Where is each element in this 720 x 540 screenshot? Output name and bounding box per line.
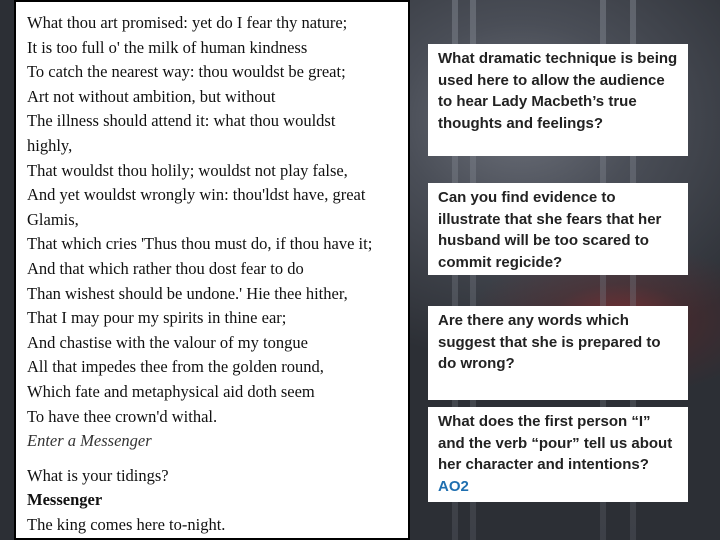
speech-line: All that impedes thee from the golden round,: [27, 357, 324, 377]
speech-line: Art not without ambition, but without: [27, 86, 276, 106]
question-text: Can you find evidence to illustrate that she fears that her husband will be too scared to commit regicide?: [438, 189, 662, 271]
speech-line: To catch the nearest way: thou wouldst be great;: [27, 62, 346, 82]
speech-line: highly,: [27, 135, 73, 155]
question-line: What is your tidings?: [27, 465, 169, 485]
question-box-first-person-pour: [428, 407, 688, 502]
speech-line: And yet wouldst wrongly win: thou'ldst have, great: [27, 185, 366, 205]
speech-line: It is too full o' the milk of human kindness: [27, 37, 308, 57]
question-text: What dramatic technique is being used here to allow the audience to hear Lady Macbeth’s true thoughts and feelings?: [438, 50, 678, 132]
speech-line: That I may pour my spirits in thine ear;: [27, 308, 287, 328]
speech-line: And that which rather thou dost fear to do: [27, 258, 304, 278]
speech-line: What thou art promised: yet do I fear thy nature;: [27, 13, 348, 32]
speech-line: To have thee crown'd withal.: [27, 406, 218, 426]
speech-line: That which cries 'Thus thou must do, if thou have it;: [27, 234, 373, 254]
speech-line: Glamis,: [27, 209, 79, 229]
speech-line: That wouldst thou holily; wouldst not play false,: [27, 160, 348, 180]
question-text: Are there any words which suggest that she is prepared to do wrong?: [438, 312, 661, 372]
question-box-prepared-to-do-wrong: [428, 306, 688, 400]
speech-line: The illness should attend it: what thou wouldst: [27, 111, 336, 131]
speech-line: Which fate and metaphysical aid doth seem: [27, 381, 315, 401]
speech-line: Than wishest should be undone.' Hie thee hither,: [27, 283, 348, 303]
speaker-name: Messenger: [27, 490, 103, 510]
speech-text-panel: [14, 0, 410, 540]
stage-direction: Enter a Messenger: [27, 431, 152, 451]
ao-tag: AO2: [438, 477, 469, 495]
question-text: What does the first person “I” and the verb “pour” tell us about her character and intentions?: [438, 413, 673, 473]
speech-line: And chastise with the valour of my tongue: [27, 332, 308, 352]
question-box-dramatic-technique: [428, 44, 688, 156]
question-box-evidence-fear: [428, 183, 688, 275]
reply-line: The king comes here to-night.: [27, 514, 226, 534]
